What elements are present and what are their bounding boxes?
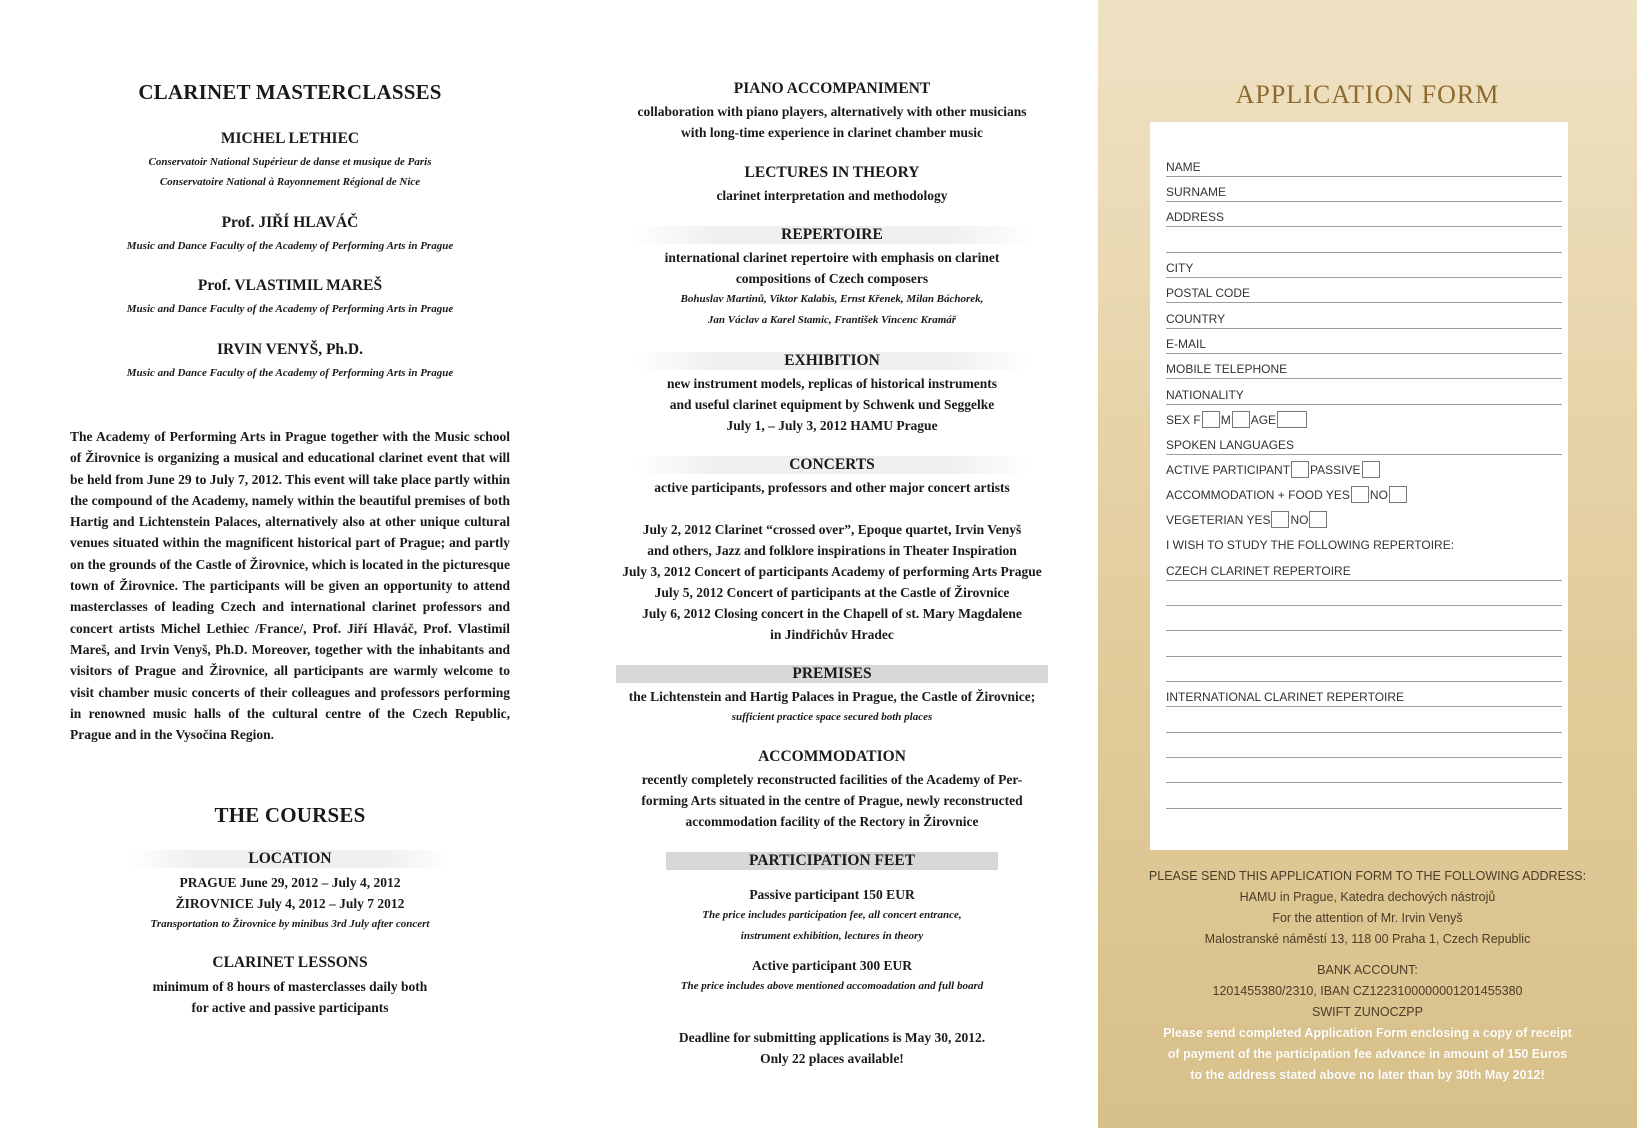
bank-iban: 1201455380/2310, IBAN CZ1223100000001201455380 [1212,984,1523,998]
payment-note: of payment of the participation fee advance in amount of 150 Euros [1167,1047,1568,1061]
send-instructions: PLEASE SEND THIS APPLICATION FORM TO THE FOLLOWING ADDRESS: [1148,869,1587,883]
person-affiliation: Music and Dance Faculty of the Academy of Performing Arts in Prague [126,303,454,315]
wish-label: I WISH TO STUDY THE FOLLOWING REPERTOIRE: [1166,538,1455,552]
repertoire-line: international clarinet repertoire with emphasis on clarinet [664,250,1000,265]
surname-field[interactable]: SURNAME [1166,183,1562,202]
payment-note: to the address stated above no later than by 30th May 2012! [1190,1068,1545,1082]
veg-yes-checkbox[interactable] [1271,511,1289,528]
lessons-title: CLARINET LESSONS [212,954,368,971]
repertoire-composers: Bohuslav Martinů, Viktor Kalabis, Ernst Křenek, Milan Báchorek, [680,293,984,305]
accom-yes-checkbox[interactable] [1351,486,1369,503]
person-affiliation: Conservatoire National à Rayonnement Régional de Nice [159,176,421,188]
vegetarian-row [1166,511,1562,529]
payment-note: Please send completed Application Form enclosing a copy of receipt [1163,1026,1572,1040]
repertoire-line[interactable] [1166,739,1562,758]
deadline-line: Only 22 places available! [760,1051,904,1066]
piano-line: collaboration with piano players, alternatively with other musicians [637,104,1027,119]
repertoire-line[interactable] [1166,663,1562,682]
deadline-line: Deadline for submitting applications is May 30, 2012. [678,1030,986,1045]
repertoire-line[interactable] [1166,638,1562,657]
form-title: APPLICATION FORM [1235,80,1500,109]
piano-line: with long-time experience in clarinet chamber music [681,125,983,140]
veg-no-label: NO [1290,513,1309,527]
person-name: Prof. VLASTIMIL MAREŠ [197,277,383,294]
accommodation-row [1166,486,1562,504]
participant-row [1166,461,1562,479]
czech-repertoire-field[interactable]: CZECH CLARINET REPERTOIRE [1166,562,1562,581]
location-note: Transportation to Žirovnice by minibus 3rd July after concert [150,918,430,930]
repertoire-line[interactable] [1166,587,1562,606]
lectures-title: LECTURES IN THEORY [744,164,920,181]
courses-title: THE COURSES [214,803,366,827]
accom-no-label: NO [1369,488,1388,502]
exhibition-line: July 1, – July 3, 2012 HAMU Prague [726,418,938,433]
postal-code-field[interactable]: POSTAL CODE [1166,284,1562,303]
sex-m-label: M [1220,413,1231,427]
accommodation-line: forming Arts situated in the centre of Prague, newly reconstructed [641,793,1023,808]
person-name: IRVIN VENYŠ, Ph.D. [216,341,364,358]
repertoire-title: REPERTOIRE [632,226,1032,244]
concert-item: July 2, 2012 Clarinet “crossed over”, Epoque quartet, Irvin Venyš [642,522,1022,537]
location-title: LOCATION [130,850,450,868]
veg-no-checkbox[interactable] [1309,511,1327,528]
fee-title: PARTICIPATION FEET [666,852,998,870]
exhibition-line: and useful clarinet equipment by Schwenk und Seggelke [669,397,995,412]
concerts-title: CONCERTS [632,456,1032,474]
concert-item: July 3, 2012 Concert of participants Academy of performing Arts Prague [622,564,1042,579]
spoken-languages-field[interactable]: SPOKEN LANGUAGES [1166,436,1562,455]
accommodation-title: ACCOMMODATION [758,748,906,765]
passive-label: PASSIVE [1310,463,1361,477]
passive-note: instrument exhibition, lectures in theory [740,930,924,942]
accommodation-line: recently completely reconstructed facilities of the Academy of Per- [641,772,1023,787]
address-field-2[interactable] [1166,234,1562,253]
concert-item: in Jindřichův Hradec [770,627,894,642]
person-affiliation: Conservatoir National Supérieur de danse et musique de Paris [148,156,432,168]
active-checkbox[interactable] [1291,461,1309,478]
premises-note: sufficient practice space secured both places [731,711,933,723]
active-fee: Active participant 300 EUR [751,958,913,973]
exhibition-title: EXHIBITION [632,352,1032,370]
lessons-line: minimum of 8 hours of masterclasses daily both [152,979,428,994]
premises-title: PREMISES [616,665,1048,683]
repertoire-line[interactable] [1166,714,1562,733]
form-box [1150,122,1568,850]
sex-age-row [1166,411,1562,429]
sex-f-checkbox[interactable] [1202,411,1220,428]
bank-swift: SWIFT ZUNOCZPP [1312,1005,1423,1019]
send-street: Malostranské náměstí 13, 118 00 Praha 1, Czech Republic [1204,932,1531,946]
bank-title: BANK ACCOUNT: [1317,963,1418,977]
accom-label: ACCOMMODATION + FOOD YES [1166,488,1350,502]
concert-item: and others, Jazz and folklore inspirations in Theater Inspiration [647,543,1017,558]
lessons-line: for active and passive participants [191,1000,389,1015]
passive-note: The price includes participation fee, all concert entrance, [702,909,962,921]
repertoire-line: compositions of Czech composers [735,271,929,286]
repertoire-line[interactable] [1166,764,1562,783]
premises-line: the Lichtenstein and Hartig Palaces in Prague, the Castle of Žirovnice; [628,689,1036,704]
location-line: PRAGUE June 29, 2012 – July 4, 2012 [179,875,401,890]
age-box[interactable] [1277,411,1307,428]
send-attention: For the attention of Mr. Irvin Venyš [1272,911,1463,925]
person-affiliation: Music and Dance Faculty of the Academy of Performing Arts in Prague [126,240,454,252]
repertoire-composers: Jan Václav a Karel Stamic, František Vincenc Kramář [707,314,957,326]
nationality-field[interactable]: NATIONALITY [1166,386,1562,405]
active-label: ACTIVE PARTICIPANT [1166,463,1291,477]
intl-repertoire-field[interactable]: INTERNATIONAL CLARINET REPERTOIRE [1166,688,1562,707]
application-form-panel [1098,0,1637,1128]
intro-paragraph: The Academy of Performing Arts in Prague together with the Music school of Žirovnice is organizing a musical and educational clarinet event that will be held from June 29 to July 7, 2012. This event will take place partly within the compound of the Academy, namely within the beautiful premises of both Hartig and Lichtenstein Palaces, alternatively also at other unique cultural venues situated within the magnificent historical part of Prague; and partly on the grounds of the Castle of Žirovnice, which is located in the picturesque town of Žirovnice. The participants will be given an opportunity to attend masterclasses of leading Czech and international clarinet professors and concert artists Michel Lethiec /France/, Prof. Jiří Hlaváč, Prof. Vlastimil Mareš, and Irvin Venyš, Ph.D. Moreover, together with the inhabitants and visitors of Prague and Žirovnice, all participants are warmly welcome to visit chamber music concerts of their colleagues and professors performing in renowned music halls of the cultural centre of the Czech Republic, Prague and in the Vysočina Region. [70,429,510,743]
accommodation-line: accommodation facility of the Rectory in Žirovnice [685,814,979,829]
city-field[interactable]: CITY [1166,259,1562,278]
address-field[interactable]: ADDRESS [1166,208,1562,227]
piano-title: PIANO ACCOMPANIMENT [733,80,931,97]
mobile-field[interactable]: MOBILE TELEPHONE [1166,360,1562,379]
person-affiliation: Music and Dance Faculty of the Academy of Performing Arts in Prague [126,367,454,379]
sex-label: SEX F [1166,413,1201,427]
age-label: AGE [1250,413,1277,427]
send-address: HAMU in Prague, Katedra dechových nástrojů [1239,890,1496,904]
lectures-line: clarinet interpretation and methodology [716,188,948,203]
location-line: ŽIROVNICE July 4, 2012 – July 7 2012 [175,896,405,911]
passive-fee: Passive participant 150 EUR [749,887,915,902]
sex-m-checkbox[interactable] [1232,411,1250,428]
concert-item: July 5, 2012 Concert of participants at the Castle of Žirovnice [654,585,1010,600]
exhibition-line: new instrument models, replicas of historical instruments [666,376,998,391]
repertoire-line[interactable] [1166,790,1562,809]
repertoire-line[interactable] [1166,612,1562,631]
active-note: The price includes above mentioned accomoadation and full board [680,980,984,992]
concerts-line: active participants, professors and other major concert artists [654,480,1010,495]
person-name: Prof. JIŘÍ HLAVÁČ [221,214,359,231]
accom-no-checkbox[interactable] [1389,486,1407,503]
veg-label: VEGETERIAN YES [1166,513,1271,527]
email-field[interactable]: E-MAIL [1166,335,1562,354]
name-field[interactable]: NAME [1166,158,1562,177]
concert-item: July 6, 2012 Closing concert in the Chapell of st. Mary Magdalene [642,606,1022,621]
person-name: MICHEL LETHIEC [220,130,360,147]
country-field[interactable]: COUNTRY [1166,310,1562,329]
passive-checkbox[interactable] [1362,461,1380,478]
masterclasses-title: CLARINET MASTERCLASSES [138,80,442,104]
